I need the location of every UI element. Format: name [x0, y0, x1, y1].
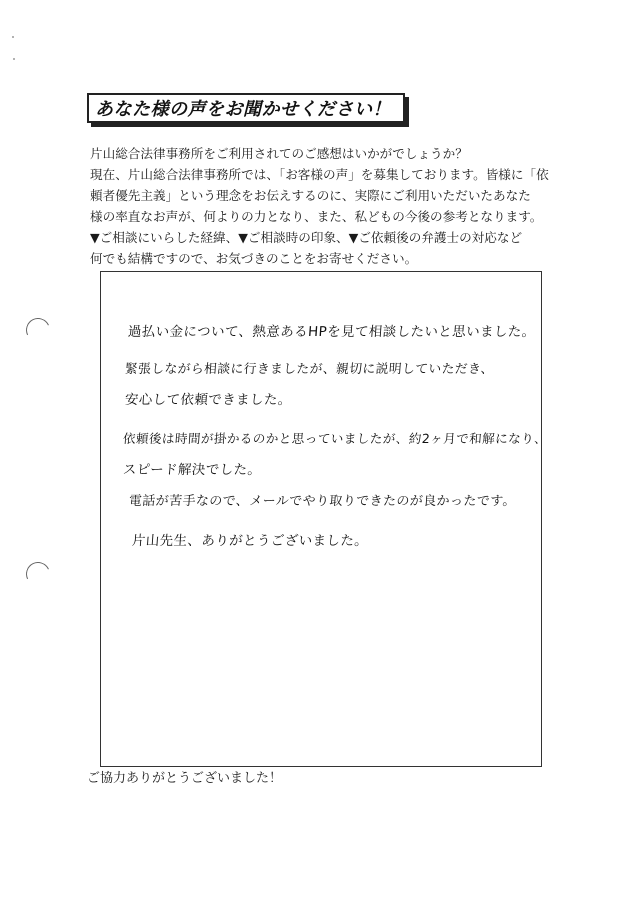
handwritten-line: 依頼後は時間が掛かるのかと思っていましたが、約2ヶ月で和解になり、 — [122, 431, 548, 446]
handwritten-line: スピード解決でした。 — [122, 462, 262, 478]
intro-text — [90, 143, 560, 269]
answer-box — [100, 271, 548, 767]
intro-line: 様の率直なお声が、何よりの力となり、また、私どもの今後の参考となります。 — [90, 209, 543, 224]
handwritten-line: 安心して依頼できました。 — [124, 392, 293, 408]
intro-line: ▼ご相談にいらした経緯、▼ご相談時の印象、▼ご依頼後の弁護士の対応など — [90, 230, 523, 245]
punch-hole-mark — [23, 559, 54, 590]
form-title-box — [87, 93, 405, 123]
intro-line: 現在、片山総合法律事務所では、「お客様の声」を募集しております。皆様に「依 — [90, 167, 549, 182]
handwritten-line: 片山先生、ありがとうございました。 — [131, 533, 369, 549]
punch-hole-mark — [23, 315, 54, 346]
handwritten-line: 緊張しながら相談に行きましたが、親切に説明していただき、 — [124, 362, 495, 377]
handwritten-line: 過払い金について、熱意あるHPを見て相談したいと思いました。 — [127, 324, 537, 340]
form-title: あなた様の声をお聞かせください！ — [95, 99, 391, 120]
scan-speck — [13, 58, 15, 60]
intro-line: 何でも結構ですので、お気づきのことをお寄せください。 — [90, 251, 418, 266]
intro-line: 頼者優先主義」という理念をお伝えするのに、実際にご利用いただいたあなた — [90, 188, 531, 203]
scan-speck — [12, 36, 14, 38]
handwritten-line: 電話が苦手なので、メールでやり取りできたのが良かったです。 — [128, 494, 517, 509]
closing-thanks: ご協力ありがとうございました！ — [87, 771, 283, 786]
intro-line: 片山総合法律事務所をご利用されてのご感想はいかがでしょうか？ — [90, 146, 468, 161]
